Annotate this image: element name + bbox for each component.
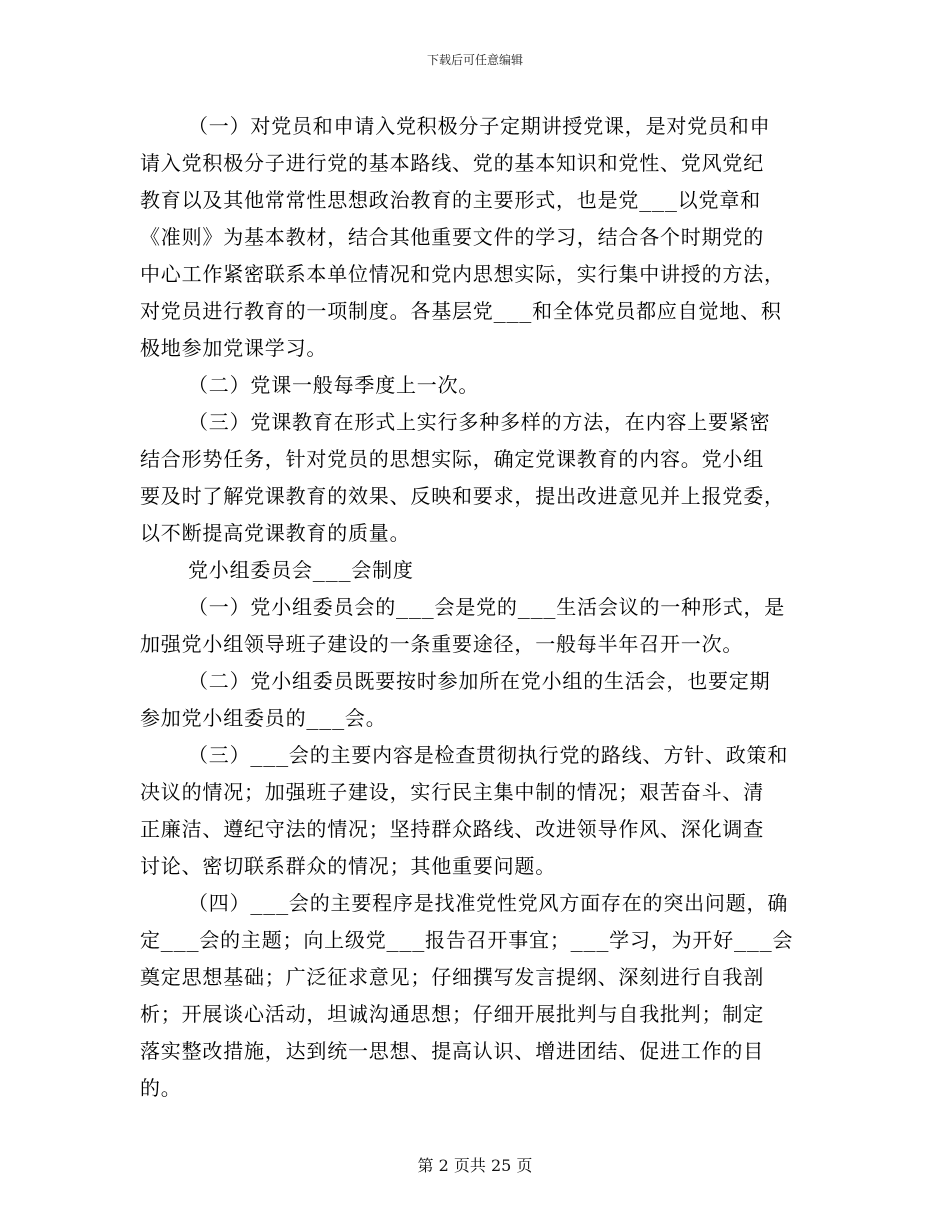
section-heading (140, 552, 812, 589)
text-line: 加强党小组领导班子建设的一条重要途径，一般每半年召开一次。 (140, 632, 744, 656)
text-line: 请入党积极分子进行党的基本路线、党的基本知识和党性、党风党纪 (140, 151, 764, 175)
text-line: （四）___会的主要程序是找准党性党风方面存在的突出问题，确 (188, 891, 789, 915)
text-line: （三）党课教育在形式上实行多种多样的方法，在内容上要紧密 (188, 410, 771, 434)
paragraph (140, 589, 812, 663)
text-line: （一）对党员和申请入党积极分子定期讲授党课，是对党员和申 (188, 114, 771, 138)
text-line: 析；开展谈心活动，坦诚沟通思想；仔细开展批判与自我批判；制定 (140, 1002, 764, 1026)
text-line: 要及时了解党课教育的效果、反映和要求，提出改进意见并上报党委， (140, 484, 785, 508)
paragraph (140, 367, 812, 404)
text-line: 极地参加党课学习。 (140, 336, 328, 360)
text-line: 《准则》为基本教材，结合其他重要文件的学习，结合各个时期党的 (140, 225, 764, 249)
text-line: 教育以及其他常常性思想政治教育的主要形式，也是党___以党章和 (140, 188, 761, 212)
text-line: 决议的情况；加强班子建设，实行民主集中制的情况；艰苦奋斗、清 (140, 780, 764, 804)
text-line: 落实整改措施，达到统一思想、提高认识、增进团结、促进工作的目 (140, 1039, 764, 1063)
page-header: 下载后可任意编辑 (426, 53, 523, 67)
text-line: 以不断提高党课教育的质量。 (140, 521, 411, 545)
paragraph (140, 108, 812, 367)
text-line: 讨论、密切联系群众的情况；其他重要问题。 (140, 854, 556, 878)
text-line: 定___会的主题；向上级党___报告召开事宜；___学习，为开好___会 (140, 928, 794, 952)
text-line: （三）___会的主要内容是检查贯彻执行党的路线、方针、政策和 (188, 743, 789, 767)
paragraph (140, 737, 812, 885)
text-line: 正廉洁、遵纪守法的情况；坚持群众路线、改进领导作风、深化调查 (140, 817, 764, 841)
text-line: 结合形势任务，针对党员的思想实际，确定党课教育的内容。党小组 (140, 447, 764, 471)
text-line: 中心工作紧密联系本单位情况和党内思想实际，实行集中讲授的方法， (140, 262, 785, 286)
text-line: 的。 (140, 1076, 182, 1100)
page-number: 第 2 页共 25 页 (417, 1156, 533, 1175)
paragraph (140, 404, 812, 552)
paragraph (140, 885, 812, 1107)
document-body (140, 108, 812, 1107)
text-line: （二）党小组委员既要按时参加所在党小组的生活会，也要定期 (188, 669, 771, 693)
text-line: 对党员进行教育的一项制度。各基层党___和全体党员都应自觉地、积 (140, 299, 782, 323)
text-line: （二）党课一般每季度上一次。 (188, 373, 480, 397)
text-line: 党小组委员会___会制度 (188, 558, 414, 582)
text-line: 奠定思想基础；广泛征求意见；仔细撰写发言提纲、深刻进行自我剖 (140, 965, 764, 989)
text-line: （一）党小组委员会的___会是党的___生活会议的一种形式，是 (188, 595, 786, 619)
paragraph (140, 663, 812, 737)
text-line: 参加党小组委员的___会。 (140, 706, 387, 730)
